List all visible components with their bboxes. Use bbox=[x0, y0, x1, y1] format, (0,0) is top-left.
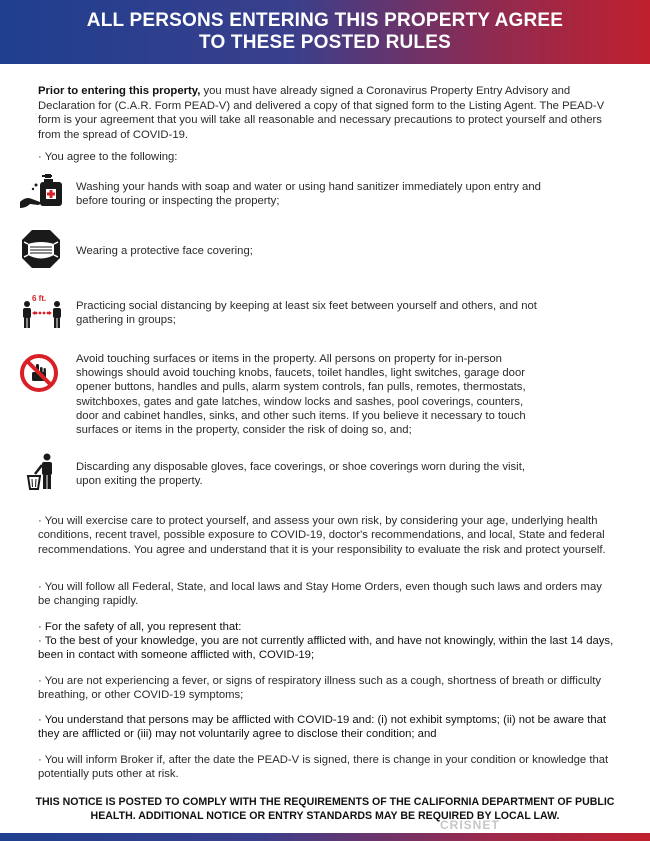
distance-label: 6 ft. bbox=[32, 294, 47, 303]
compliance-notice: THIS NOTICE IS POSTED TO COMPLY WITH THE REQUIREMENTS OF THE CALIFORNIA DEPARTMENT OF PUBLIC HEALTH. ADDITIONAL NOTICE OR ENTRY STANDARDS MAY BE REQUIRED BY LOCAL LAW. bbox=[35, 796, 615, 822]
header-banner bbox=[0, 0, 650, 64]
intro-bold: Prior to entering this property, bbox=[38, 85, 201, 97]
hand-sanitizer-icon bbox=[18, 172, 66, 212]
laws-paragraph: · You will follow all Federal, State, and local laws and Stay Home Orders, even though such laws and orders may be changing rapidly. bbox=[38, 581, 602, 608]
safety-heading: · For the safety of all, you represent that: bbox=[38, 621, 242, 633]
footer-bar bbox=[0, 833, 650, 841]
inform-paragraph: · You will inform Broker if, after the date the PEAD-V is signed, there is change in your condition or knowledge that potentially puts other at risk. bbox=[38, 754, 609, 781]
no-fever-paragraph: · You are not experiencing a fever, or signs of respiratory illness such as a cough, shortness of breath or difficulty breathing, or other COVID-19 symptoms; bbox=[38, 675, 602, 702]
trash-disposal-icon bbox=[18, 452, 66, 492]
rule-text: Washing your hands with soap and water or using hand sanitizer immediately upon entry and before touring or inspecting the property; bbox=[76, 181, 541, 208]
no-touch-icon bbox=[18, 352, 66, 392]
social-distancing-icon bbox=[18, 292, 66, 332]
watermark: CRISNET bbox=[440, 818, 500, 832]
rule-text: Wearing a protective face covering; bbox=[76, 245, 253, 257]
header-title-line1: ALL PERSONS ENTERING THIS PROPERTY AGREE bbox=[86, 10, 564, 31]
rule-text: Practicing social distancing by keeping at least six feet between yourself and others, and not gathering in groups; bbox=[76, 300, 537, 327]
intro-paragraph bbox=[38, 84, 613, 142]
intro-text: you must have already signed a Coronavirus Property Entry Advisory and Declaration for (C.A.R. Form PEAD-V) and delivered a copy of that signed form to the Listing Agent. The PEAD-V form is your agreement that you will take all reasonable and necessary precautions to protect yourself and others from the spread of COVID-19. bbox=[38, 85, 605, 141]
agree-heading: · You agree to the following: bbox=[38, 151, 178, 163]
face-mask-icon bbox=[18, 228, 66, 268]
understand-paragraph: · You understand that persons may be afflicted with COVID-19 and: (i) not exhibit symptoms; (ii) not be aware that they are afflicted or (iii) may not voluntarily agree to disclose their condition; and bbox=[38, 714, 607, 741]
header-title-line2: TO THESE POSTED RULES bbox=[199, 32, 451, 53]
care-paragraph: · You will exercise care to protect yourself, and assess your own risk, by considering your age, underlying health conditions, recent travel, possible exposure to COVID-19, doctor's recommendations, and local, State and federal recommendations. You agree and understand that it is your responsibility to evaluate the risk and protect yourself. bbox=[38, 515, 606, 556]
not-afflicted-paragraph: · To the best of your knowledge, you are not currently afflicted with, and have not knowingly, within the last 14 days, been in contact with someone afflicted with, COVID-19; bbox=[38, 635, 614, 662]
rule-text: Avoid touching surfaces or items in the property. All persons on property for in-person showings should avoid touching knobs, faucets, toilet handles, light switches, garage door opener buttons, handles and pulls, alarm system controls, fan pulls, remotes, thermostats, switchboxes, gates and gate latches, window locks and sashes, pool coverings, counters, door and cabinet handles, sinks, and other such items. If you believe it necessary to touch surfaces or items in the property, consider the risk of doing so, and; bbox=[76, 353, 526, 437]
rule-text: Discarding any disposable gloves, face coverings, or shoe coverings worn during the visit, upon exiting the property. bbox=[76, 461, 525, 488]
